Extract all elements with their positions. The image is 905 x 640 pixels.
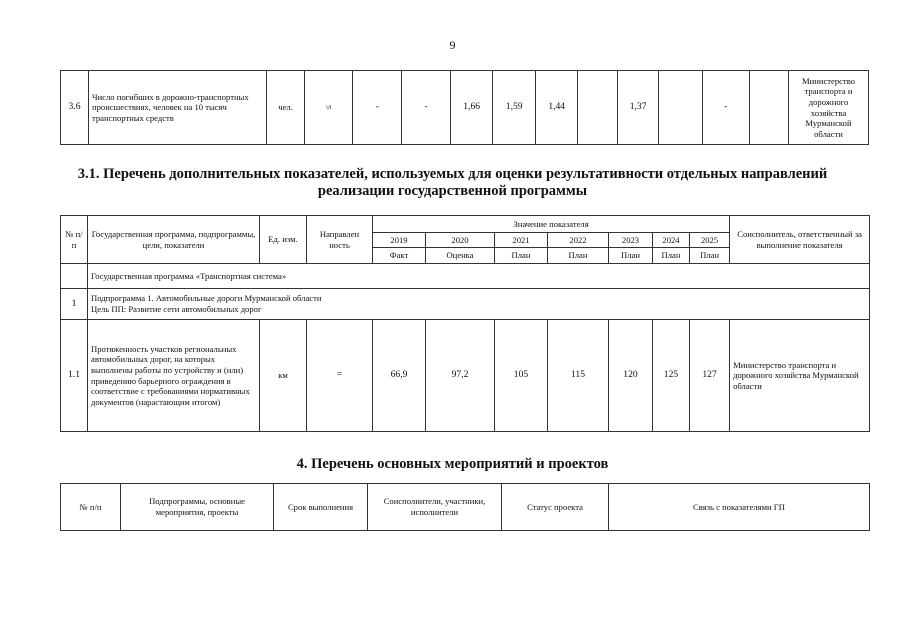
section-31-title-line2: реализации государственной программы [317, 183, 588, 199]
indicator-unit: км [260, 320, 307, 432]
header-num: № п/п [61, 216, 88, 264]
header-coexecutors: Соисполнители, участники, исполнители [368, 484, 502, 531]
header-deadline: Срок выполнения [274, 484, 368, 531]
value-cell: 66,9 [373, 320, 426, 432]
unit-cell: чел. [267, 71, 304, 145]
header-unit: Ед. изм. [260, 216, 307, 264]
indicator-name: Протяженность участков региональных автомобильных дорог, на которых выполнены работы по устройству и (или) приведению барьерного ограждения в соответствие с требованиями нормативных документов (нарастающим итогом) [88, 320, 260, 432]
value-cell: 125 [653, 320, 690, 432]
additional-indicators-table [60, 215, 870, 432]
decrease-arrow-icon: ≤ [323, 105, 334, 110]
value-type-header: План [609, 248, 653, 264]
value-type-header: Факт [373, 248, 426, 264]
subprogram-title: Подпрограмма 1. Автомобильные дороги Мурманской области [91, 293, 322, 304]
value-cell: - [402, 71, 451, 145]
value-type-header: План [653, 248, 690, 264]
value-cell: 1,44 [535, 71, 578, 145]
year-header: 2023 [609, 233, 653, 248]
value-cell [659, 71, 703, 145]
value-cell: 120 [609, 320, 653, 432]
value-cell: 1,37 [617, 71, 658, 145]
executor-cell: Министерство транспорта и дорожного хозяйства Мурманской области [789, 71, 869, 145]
activities-table [60, 483, 870, 531]
section-31-title [0, 166, 905, 200]
value-cell: 105 [495, 320, 548, 432]
value-cell: 1,59 [493, 71, 536, 145]
section-4-title: 4. Перечень основных мероприятий и проектов [296, 456, 609, 472]
header-executor: Соисполнитель, ответственный за выполнение показателя [730, 216, 870, 264]
year-header: 2025 [690, 233, 730, 248]
value-cell: 115 [548, 320, 609, 432]
header-link: Связь с показателями ГП [609, 484, 870, 531]
header-value-group: Значение показателя [373, 216, 730, 233]
value-cell [749, 71, 788, 145]
program-row: Государственная программа «Транспортная система» [88, 264, 870, 289]
direction-cell [304, 71, 353, 145]
value-type-header: План [548, 248, 609, 264]
header-direction: Направлен ность [307, 216, 373, 264]
header-num: № п/п [61, 484, 121, 531]
year-header: 2020 [426, 233, 495, 248]
indicator-num: 1.1 [61, 320, 88, 432]
indicator-name: Число погибших в дорожно-транспортных происшествиях, человек на 10 тысяч транспортных средств [89, 71, 267, 145]
value-cell: 1,66 [450, 71, 493, 145]
subprogram-num: 1 [61, 289, 88, 320]
value-cell: 127 [690, 320, 730, 432]
row-number: 3.6 [61, 71, 89, 145]
page-number: 9 [449, 38, 456, 52]
value-cell: 97,2 [426, 320, 495, 432]
year-header: 2022 [548, 233, 609, 248]
section-31-title-line1: 3.1. Перечень дополнительных показателей, используемых для оценки результативности отдельных направлений [77, 166, 828, 182]
year-header: 2021 [495, 233, 548, 248]
value-cell [578, 71, 617, 145]
value-type-header: План [690, 248, 730, 264]
indicator-direction: = [307, 320, 373, 432]
indicator-table-continuation [60, 70, 869, 145]
header-subprograms: Подпрограммы, основные мероприятия, проекты [121, 484, 274, 531]
year-header: 2024 [653, 233, 690, 248]
year-header: 2019 [373, 233, 426, 248]
header-program: Государственная программа, подпрограммы, цели, показатели [88, 216, 260, 264]
indicator-executor: Министерство транспорта и дорожного хозяйства Мурманской области [730, 320, 870, 432]
program-row-num [61, 264, 88, 289]
header-status: Статус проекта [502, 484, 609, 531]
value-cell: - [702, 71, 749, 145]
value-cell: - [353, 71, 402, 145]
subprogram-goal: Цель ПП: Развитие сети автомобильных дорог [91, 304, 262, 314]
value-type-header: План [495, 248, 548, 264]
value-type-header: Оценка [426, 248, 495, 264]
subprogram-row [88, 289, 870, 320]
